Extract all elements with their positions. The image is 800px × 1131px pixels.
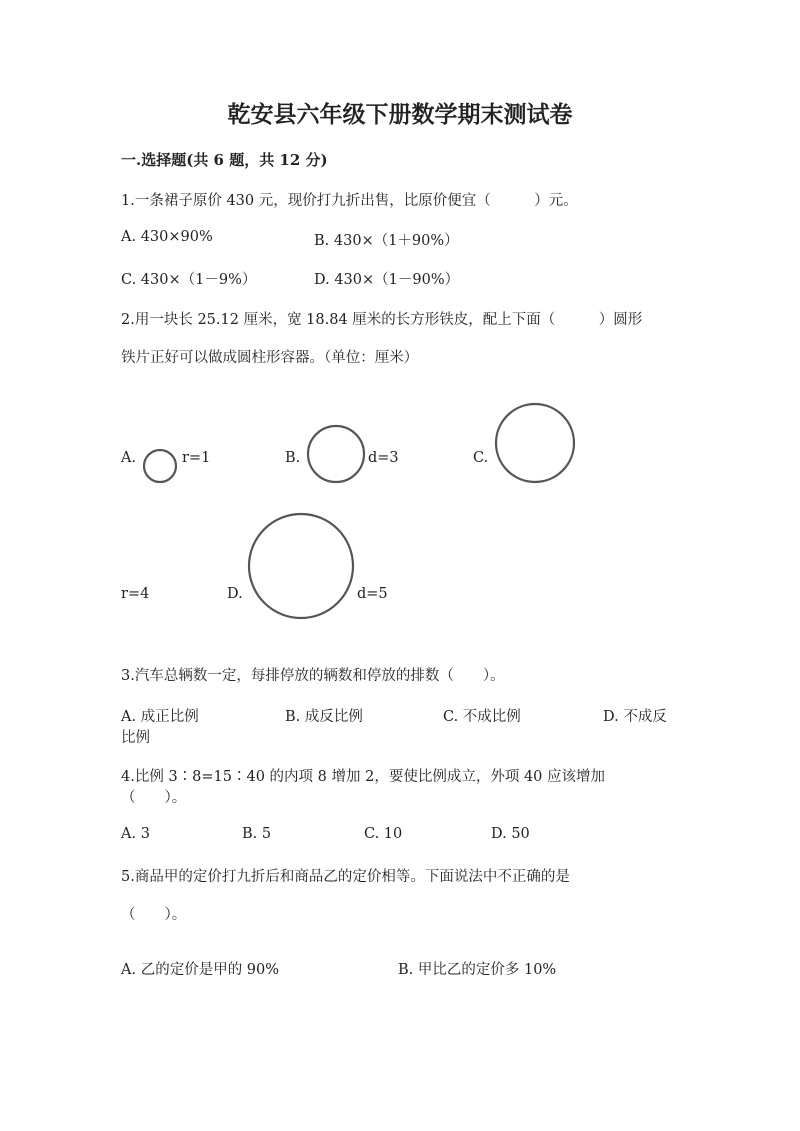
q5-stem-line2: （ ）。 xyxy=(121,907,187,923)
circle-a-figure xyxy=(144,450,176,482)
q4-option-a: A. 3 xyxy=(121,826,150,842)
q1-option-a: A. 430×90% xyxy=(121,229,213,245)
q2-option-c-value: r=4 xyxy=(121,586,150,602)
q2-option-a-label: A. xyxy=(121,450,137,466)
q1-stem: 1.一条裙子原价 430 元，现价打九折出售，比原价便宜（ ）元。 xyxy=(121,193,578,209)
q2-option-d-label: D. xyxy=(227,586,243,602)
q2-option-b-label: B. xyxy=(285,450,301,466)
circle-b-figure xyxy=(308,426,364,482)
q1-option-c: C. 430×（1－9%） xyxy=(121,272,257,288)
q2-option-a-value: r=1 xyxy=(182,450,211,466)
q2-stem-line2: 铁片正好可以做成圆柱形容器。（单位：厘米） xyxy=(121,350,419,366)
q3-stem: 3.汽车总辆数一定，每排停放的辆数和停放的排数（ ）。 xyxy=(121,668,505,684)
q3-option-c: C. 不成比例 xyxy=(443,709,521,725)
q3-option-b: B. 成反比例 xyxy=(285,709,363,725)
q4-option-c: C. 10 xyxy=(364,826,403,842)
q5-option-a: A. 乙的定价是甲的 90% xyxy=(121,962,280,978)
q3-option-a: A. 成正比例 xyxy=(121,709,199,725)
q2-stem-line1: 2.用一块长 25.12 厘米，宽 18.84 厘米的长方形铁皮，配上下面（ ）圆形 xyxy=(121,312,643,328)
q2-option-d-value: d=5 xyxy=(357,586,388,602)
q3-option-d-line1: D. 不成反 xyxy=(603,709,667,725)
circle-c-figure xyxy=(496,404,574,482)
page-title: 乾安县六年级下册数学期末测试卷 xyxy=(227,101,573,128)
q4-stem-line1: 4.比例 3∶8=15∶40 的内项 8 增加 2，要使比例成立，外项 40 应该增加 xyxy=(121,769,605,785)
q4-option-b: B. 5 xyxy=(242,826,272,842)
q1-option-d: D. 430×（1－90%） xyxy=(314,272,460,288)
q2-option-c-label: C. xyxy=(473,450,489,466)
q3-option-d-line2: 比例 xyxy=(121,730,150,746)
q1-option-b: B. 430×（1＋90%） xyxy=(314,233,459,249)
q5-stem-line1: 5.商品甲的定价打九折后和商品乙的定价相等。下面说法中不正确的是 xyxy=(121,869,570,885)
q5-option-b: B. 甲比乙的定价多 10% xyxy=(398,962,557,978)
section-heading: 一.选择题(共 6 题，共 12 分) xyxy=(121,151,328,169)
q2-option-b-value: d=3 xyxy=(368,450,399,466)
q4-stem-line2: （ ）。 xyxy=(121,790,187,806)
circle-d-figure xyxy=(249,514,353,618)
q4-option-d: D. 50 xyxy=(491,826,530,842)
